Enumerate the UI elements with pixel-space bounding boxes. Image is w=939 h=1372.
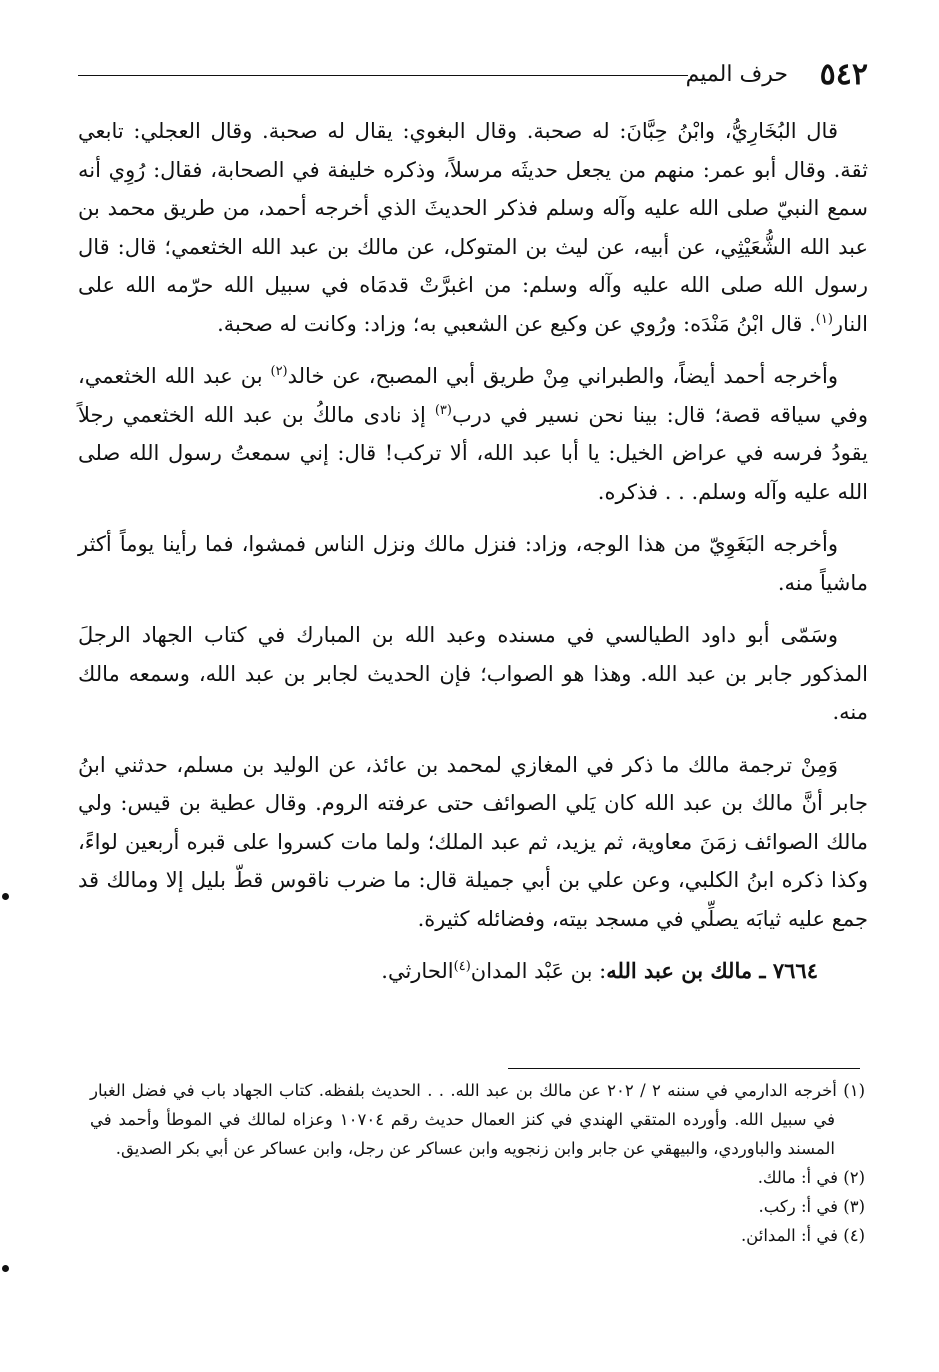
footnote-ref-2: (٢) (270, 364, 288, 379)
footnote-ref-4: (٤) (453, 959, 471, 974)
running-title: حرف الميم (685, 62, 788, 87)
entry-tail: الحارثي. (381, 959, 454, 983)
paragraph-2-text-b: بن عبد الله الخثعمي، وفي سياقه قصة؛ قال: بينا نحن نسير في درب (78, 364, 868, 427)
main-text (78, 112, 868, 1005)
footnote-2: (٢) في أ: مالك. (757, 1168, 865, 1187)
paragraph-1-text: قال البُخَارِيُّ، وابْنُ حِبَّانَ: له صحبة. وقال البغوي: يقال له صحبة. وقال العجلي: تابعي ثقة. وقال أبو عمر: منهم من يجعل حديثَه مرسلاً، وذكره خليفة في الصحابة، فقال: رُوِي أنه سمع النبيّ صلى الله عليه وآله وسلم فذكر الحديثَ الذي أخرجه أحمد، من طريق محمد بن عبد الله الشُّعَيْثِي، عن أبيه، عن ليث بن المتوكل، عن مالك بن عبد الله الخثعمي؛ قال: قال رسول الله صلى الله عليه وآله وسلم: من اغبرَّتْ قدمَاه في سبيل الله حرّمه الله على النار (78, 119, 868, 336)
paragraph-2-text-c: إذ نادى مالكُ بن عبد الله الخثعمي رجلاً يقودُ فرسه في عراض الخيل: يا أبا عبد الله، ألا تركب! قال: إني سمعتُ رسول الله صلى الله عليه وآله وسلم. . . فذكره. (78, 402, 868, 504)
footnote-ref-1: (١) (815, 311, 833, 327)
paragraph-2-text-a: وأخرجه أحمد أيضاً، والطبراني مِنْ طريق أبي المصبح، عن خالد (287, 364, 838, 388)
paragraph-5: وَمِنْ ترجمة مالك ما ذكر في المغازي لمحمد بن عائذ، عن الوليد بن مسلم، حدثني ابنُ جابر أنَّ مالك بن عبد الله كان يَلي الصوائف حتى عرفته الروم. وقال عطية بن قيس: ولي مالك الصوائف زمَنَ معاوية، ثم يزيد، ثم عبد الملك؛ ولما مات كسروا على قبره أربعين لواءً، وكذا ذكره ابنُ الكلبي، وعن علي بن أبي جميلة قال: ما ضرب ناقوس قطّ بليل إلا ومالك قد جمع عليه ثيابَه يصلِّي في مسجد بيته، وفضائله كثيرة. (78, 752, 868, 931)
entry-lineage: : بن عَبْد المدان (470, 959, 607, 983)
footnote-ref-3: (٣) (434, 402, 452, 418)
footnote-3: (٣) في أ: ركب. (758, 1197, 865, 1216)
entry-number: ٧٦٦٤ (772, 958, 818, 983)
entry-name: ـ مالك بن عبد الله (606, 958, 773, 983)
footnote-4: (٤) في أ: المدائن. (740, 1226, 865, 1245)
page-header (78, 55, 868, 95)
footnote-rule (508, 1068, 860, 1069)
paragraph-4: وسَمّى أبو داود الطيالسي في مسنده وعبد الله بن المبارك في كتاب الجهاد الرجلَ المذكور جابر بن عبد الله. وهذا هو الصواب؛ فإن الحديث لجابر بن عبد الله، وسمعه مالك منه. (78, 623, 868, 724)
page-number: ٥٤٢ (819, 57, 868, 92)
paragraph-1 (78, 112, 868, 343)
paragraph-2 (78, 357, 868, 511)
paragraph-1-tail: . قال ابْنُ مَنْدَه: ورُوي عن وكيع عن الشعبي به؛ وزاد: وكانت له صحبة. (217, 311, 816, 336)
footnotes (90, 1076, 865, 1250)
footnote-1: (١) أخرجه الدارمي في سننه ٢ / ٢٠٢ عن مالك بن عبد الله. . . الحديث بلفظه. كتاب الجهاد باب في فضل الغبار في سبيل الله. وأورده المتقي الهندي في كنز العمال حديث رقم ١٠٧٠٤ وعزاه لمالك في الموطأ وأحمد في المسند والباوردي، والبيهقي عن جابر وابن زنجويه وابن عساكر عن رجل، وابن عساكر عن أبي بكر الصديق. (90, 1081, 865, 1158)
paragraph-3: وأخرجه البَغَوِيّ من هذا الوجه، وزاد: فنزل مالك ونزل الناس فمشوا، فما رأينا يوماً أكثر ماشياً منه. (78, 532, 868, 595)
scan-speck (2, 893, 9, 900)
biography-entry (78, 952, 868, 991)
scan-speck (2, 1265, 9, 1272)
header-rule (78, 75, 688, 76)
